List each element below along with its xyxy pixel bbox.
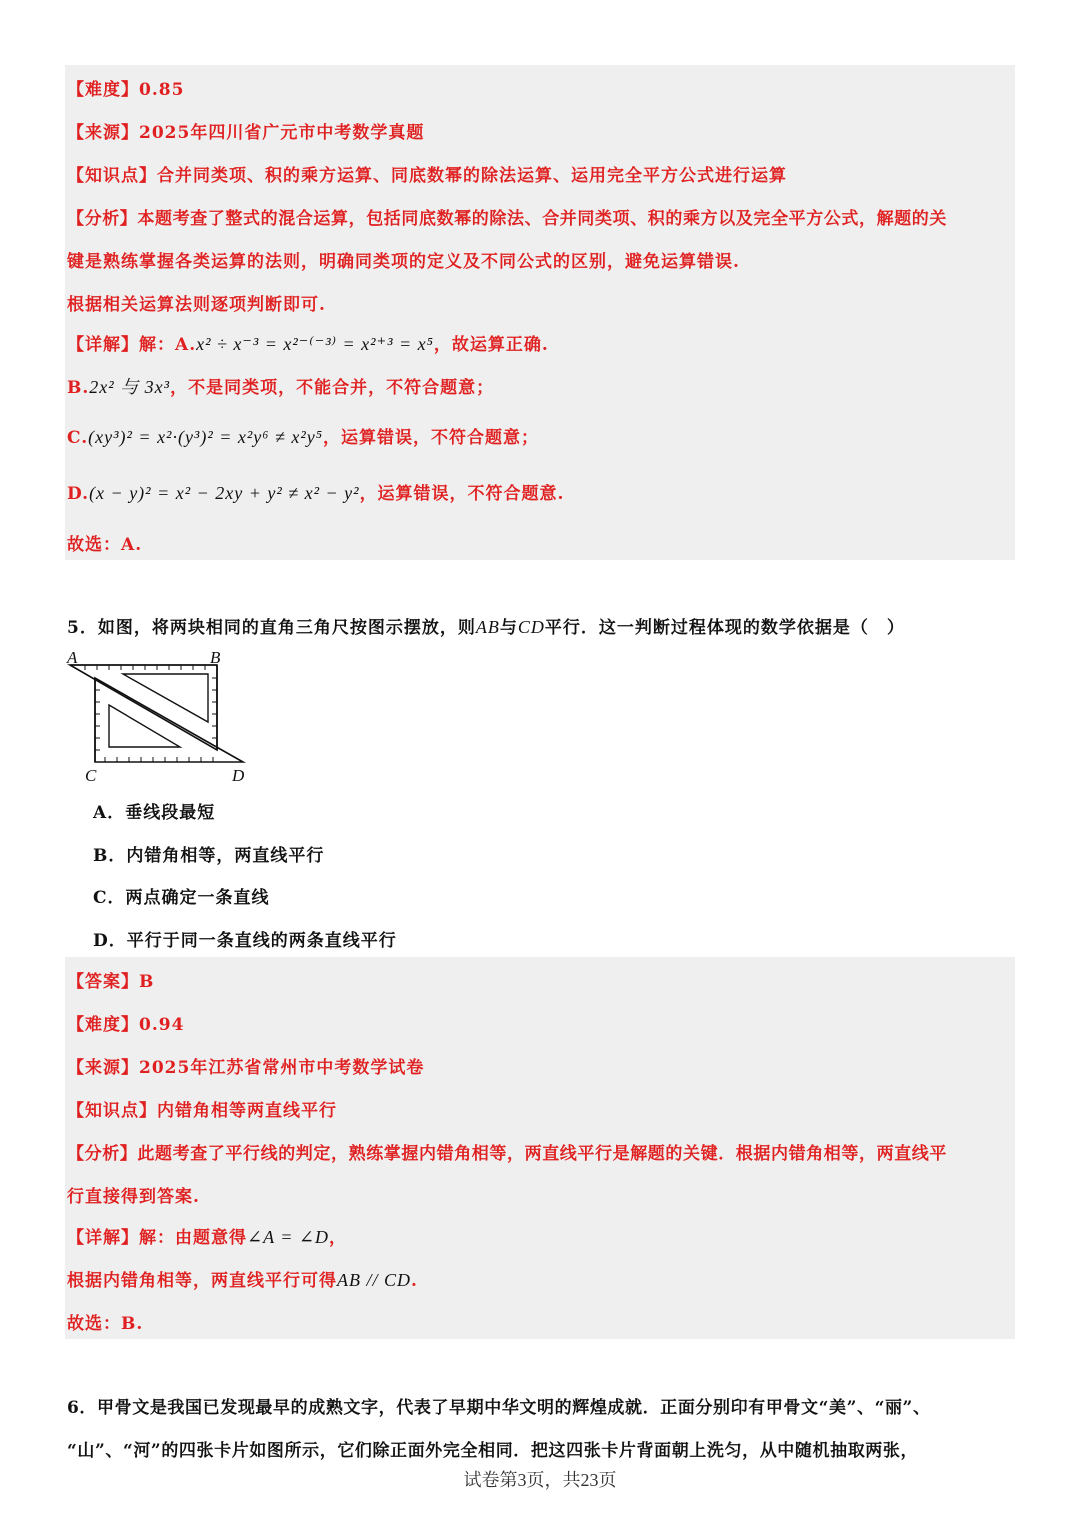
lower-triangle-ruler-inner [109, 705, 180, 747]
q4-c-prefix: C. [67, 428, 89, 448]
q4-detail-a-math: x² ÷ x⁻³ = x²⁻⁽⁻³⁾ = x²⁺³ = x⁵ [196, 334, 434, 354]
q5-detail2-suffix: . [411, 1271, 418, 1291]
q6-stem-line-2: “山”、“河”的四张卡片如图所示，它们除正面外完全相同．把这四张卡片背面朝上洗匀，从中随机抽取两张， [67, 1441, 919, 1461]
q4-b-suffix: ，不是同类项，不能合并，不符合题意； [170, 378, 495, 398]
label-c: C [85, 766, 97, 785]
upper-triangle-ruler [70, 665, 217, 750]
label-b: B [210, 650, 221, 667]
q5-option-d: D．平行于同一条直线的两条直线平行 [93, 931, 397, 951]
q4-source: 【来源】2025年四川省广元市中考数学真题 [67, 123, 425, 143]
q5-detail-suffix: ， [328, 1228, 347, 1248]
q4-analysis-line-2: 键是熟练掌握各类运算的法则，明确同类项的定义及不同公式的区别，避免运算错误. [67, 252, 740, 272]
q5-stem [67, 613, 905, 638]
q4-d-suffix: ，运算错误，不符合题意. [359, 484, 565, 504]
q6-stem-line-1: 6．甲骨文是我国已发现最早的成熟文字，代表了早期中华文明的辉煌成就．正面分别印有甲骨文“美”、“丽”、 [67, 1398, 931, 1418]
q5-analysis-line-2: 行直接得到答案. [67, 1187, 200, 1207]
q4-option-b-analysis [67, 373, 494, 399]
q5-detail-math: ∠A = ∠D [247, 1227, 329, 1247]
q5-stem-ab: AB [475, 617, 500, 637]
q5-option-b: B．内错角相等，两直线平行 [93, 846, 325, 866]
q5-stem-prefix: 5．如图，将两块相同的直角三角尺按图示摆放，则 [67, 618, 476, 638]
q5-answer: 【答案】B [67, 972, 155, 992]
q5-knowledge: 【知识点】内错角相等两直线平行 [67, 1101, 337, 1121]
q4-d-prefix: D. [67, 484, 90, 504]
q4-difficulty: 【难度】0.85 [67, 80, 185, 100]
q5-detail-line-1 [67, 1223, 347, 1248]
q4-analysis-line-1: 【分析】本题考查了整式的混合运算，包括同底数幂的除法、合并同类项、积的乘方以及完全平方公式，解题的关 [67, 209, 947, 229]
q5-source: 【来源】2025年江苏省常州市中考数学试卷 [67, 1058, 425, 1078]
q5-option-c: C．两点确定一条直线 [93, 888, 270, 908]
q5-stem-mid: 与 [499, 618, 518, 638]
q5-difficulty: 【难度】0.94 [67, 1015, 185, 1035]
q5-option-a: A．垂线段最短 [93, 803, 216, 823]
q4-detail-a-suffix: ，故运算正确. [433, 335, 549, 355]
q5-detail-line-2 [67, 1266, 418, 1291]
page-footer: 试卷第3页，共23页 [463, 1470, 617, 1490]
lower-triangle-ruler [95, 678, 243, 762]
q5-stem-cd: CD [517, 617, 545, 637]
q4-detail-a [67, 330, 549, 355]
q5-stem-suffix: 平行．这一判断过程体现的数学依据是（ ） [544, 618, 905, 638]
q5-detail2-prefix: 根据内错角相等，两直线平行可得 [67, 1271, 337, 1291]
q5-detail2-math: AB // CD [337, 1270, 411, 1290]
q4-option-d-analysis [67, 479, 564, 504]
q4-analysis-line-3: 根据相关运算法则逐项判断即可. [67, 295, 326, 315]
q4-d-math: (x − y)² = x² − 2xy + y² ≠ x² − y² [89, 483, 360, 503]
label-d: D [232, 766, 245, 785]
label-a: A [67, 650, 78, 667]
q5-detail-prefix: 【详解】解：由题意得 [67, 1228, 247, 1248]
q4-b-prefix: B. [67, 378, 90, 398]
q5-analysis-line-1: 【分析】此题考查了平行线的判定，熟练掌握内错角相等，两直线平行是解题的关键．根据内错角相等，两直线平 [67, 1144, 947, 1164]
upper-triangle-ruler-inner [123, 674, 208, 722]
q5-choice: 故选：B. [67, 1314, 144, 1334]
q4-c-suffix: ，运算错误，不符合题意； [323, 428, 540, 448]
q5-triangle-rulers-figure [65, 650, 255, 785]
q4-b-math: 2x² 与 3x³ [89, 377, 171, 397]
q4-c-math: (xy³)² = x²·(y³)² = x²y⁶ ≠ x²y⁵ [88, 427, 324, 447]
q4-detail-prefix: 【详解】解：A. [67, 335, 197, 355]
q4-option-c-analysis [67, 423, 539, 448]
q4-knowledge: 【知识点】合并同类项、积的乘方运算、同底数幂的除法运算、运用完全平方公式进行运算 [67, 166, 787, 186]
q4-choice: 故选：A. [67, 535, 143, 555]
